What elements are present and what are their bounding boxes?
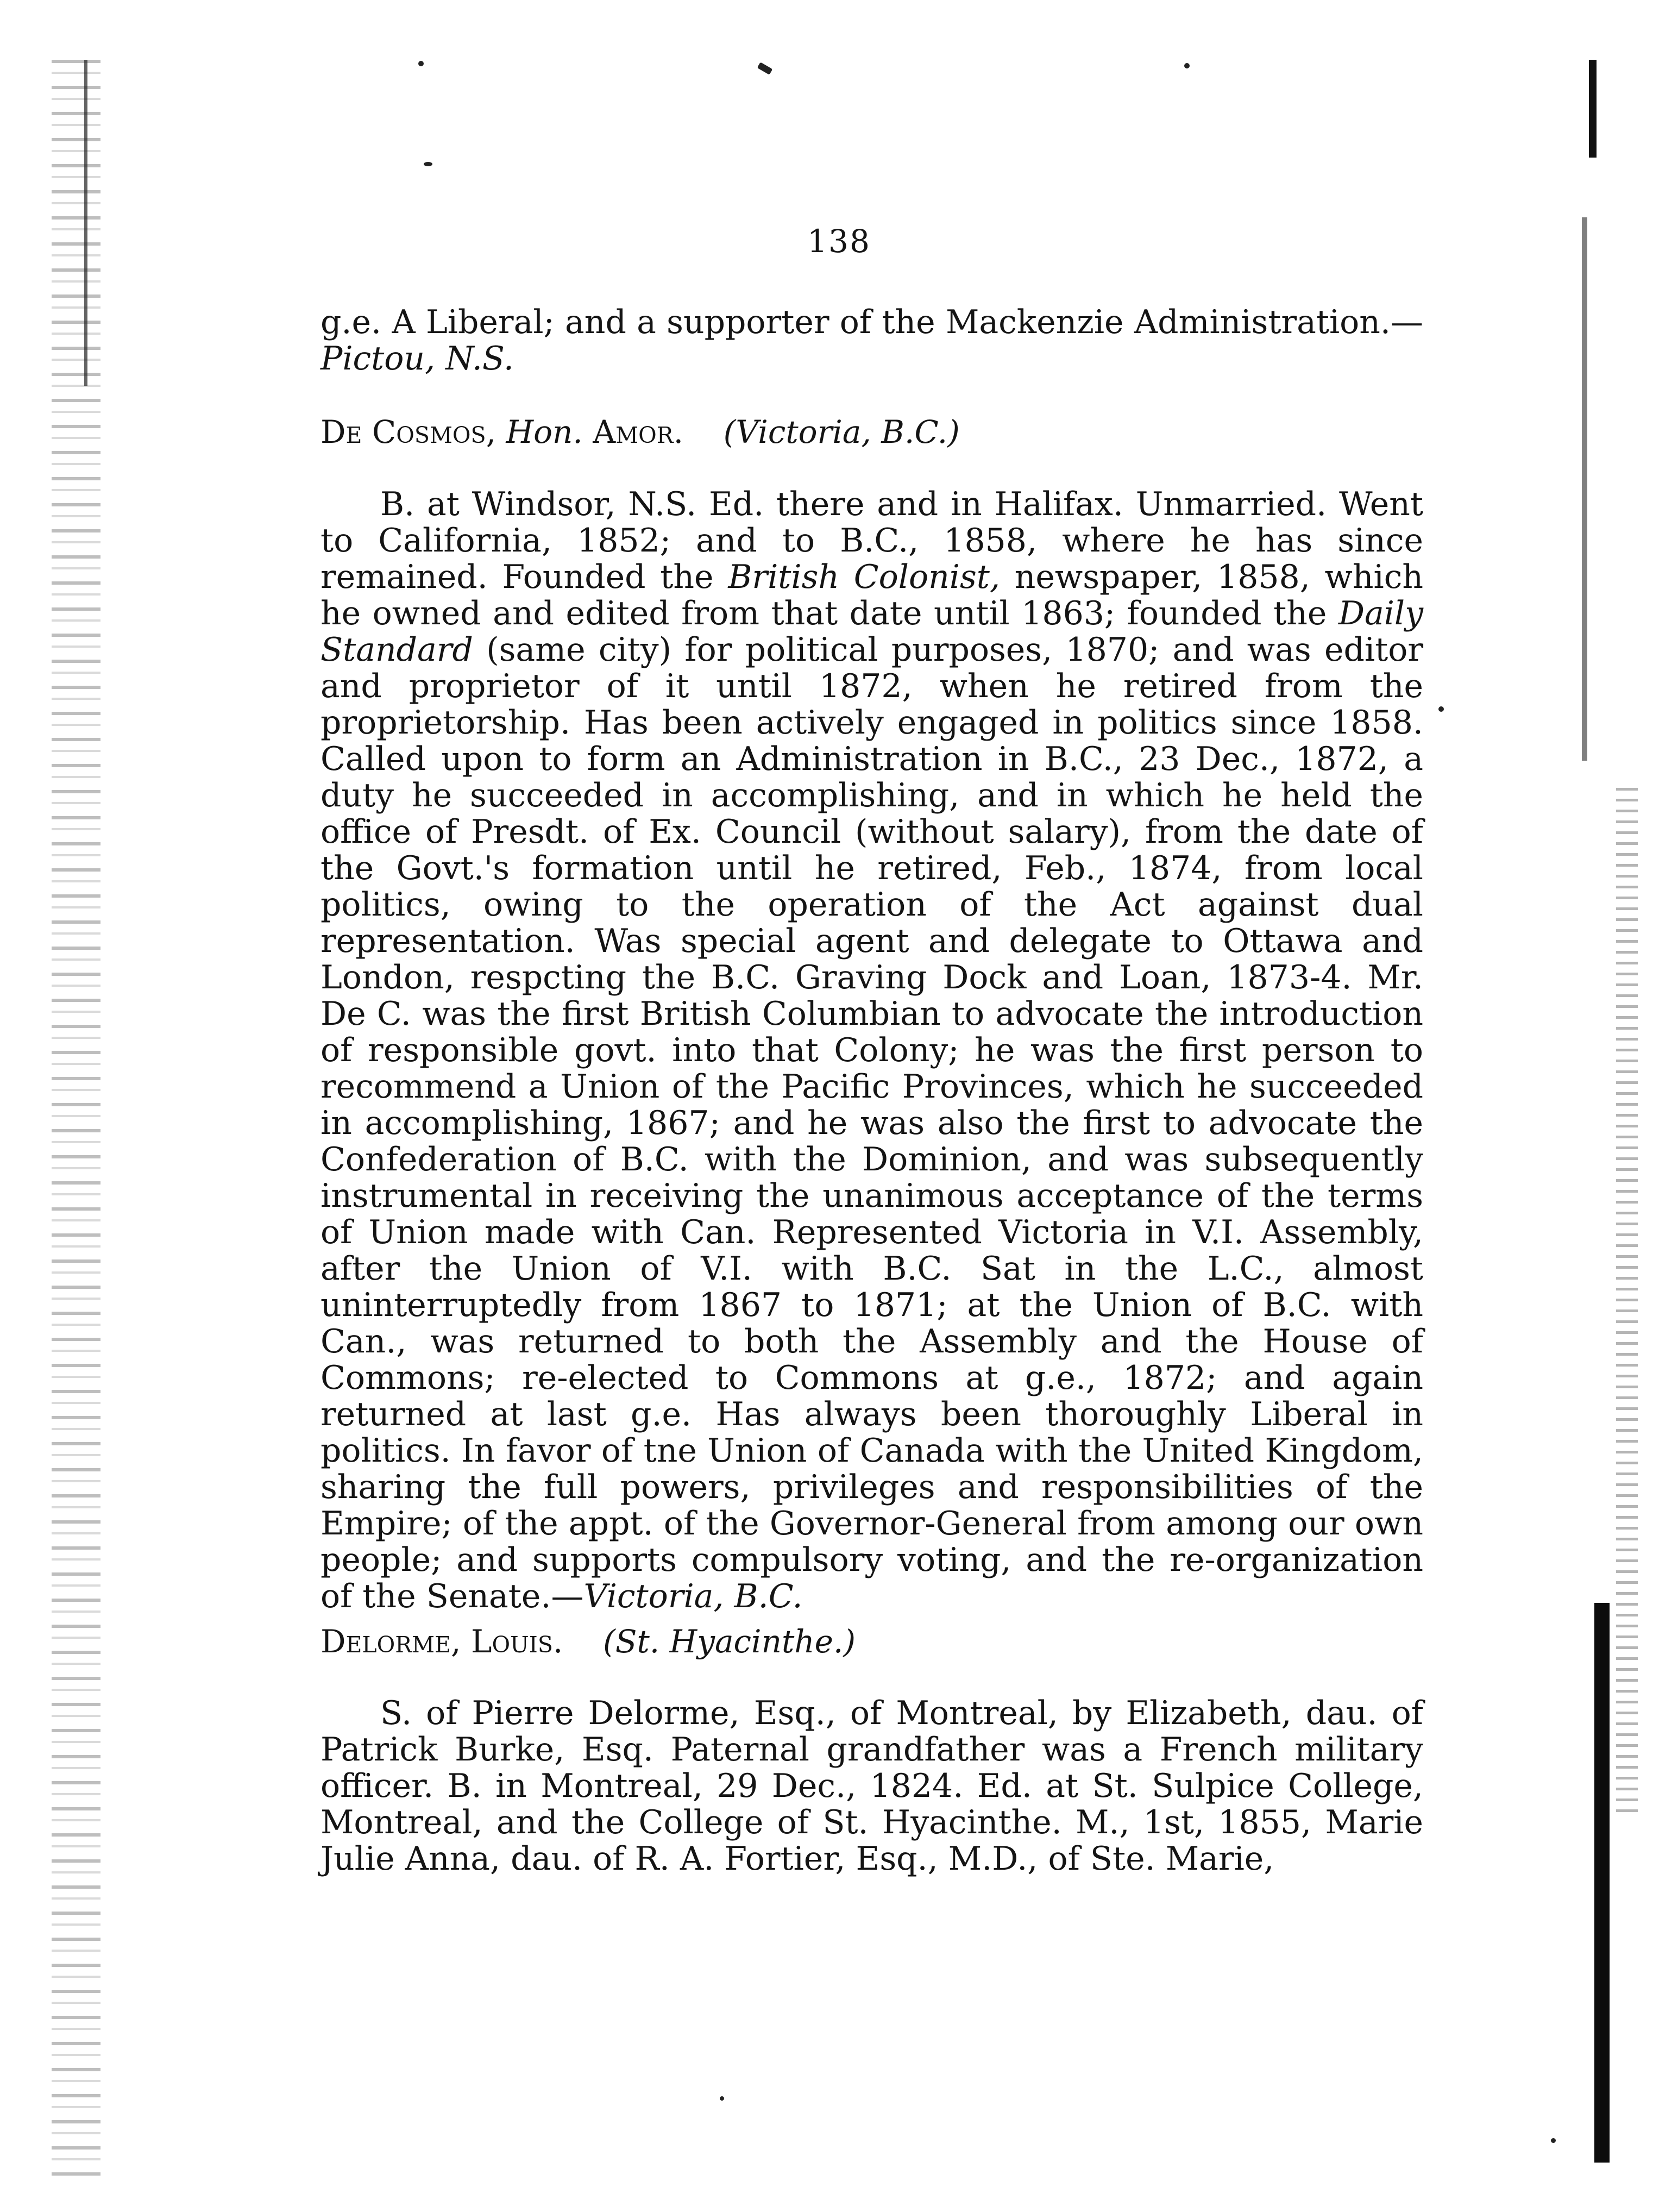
bio-text-3: (same city) for political purposes, 1870; and was editor and proprietor of it until 1872, when he retired from the proprietorship. Has been actively engaged in politics since 1858. Called upon to form an Administration in B.C., 23 Dec., 1872, a duty he succeeded in accomplishing, and in which he held the office of Presdt. of Ex. Council (without salary), from the date of the Govt.'s formation until he retired, Feb., 1874, from local politics, owing to the operation of the Act against dual representation. Was special agent and delegate to Ottawa and London, respcting the B.C. Graving Dock and Loan, 1873-4. Mr. De C. was the first British Columbian to advocate the introduction of responsible govt. into that Colony; he was the first person to recommend a Union of the Pacific Provinces, which he succeeded in accomplishing, 1867; and he was also the first to advocate the Confederation of B.C. with the Dominion, and was subsequently instrumental in receiving the unanimous acceptance of the terms of Union made with Can. Represented Victoria in V.I. Assembly, after the Union of V.I. with B.C. Sat in the L.C., almost uninterruptedly from 1867 to 1871; at the Union of B.C. with Can., was returned to both the Assembly and the House of Commons; re-elected to Commons at g.e., 1872; and again returned at last g.e. Has always been thoroughly Liberal in politics. In favor of tne Union of Canada with the United Kingdom, sharing the full powers, privileges and responsibilities of the Empire; of the appt. of the Governor-General from among our own people; and supports compulsory voting, and the re-organization of the Senate.—: [320, 631, 1423, 1615]
bio-text-2: newspaper, 1858, which he owned and edited from that date until 1863; founded the: [320, 558, 1423, 632]
scan-edge-left: [52, 60, 100, 2179]
scan-edge-right-bar: [1594, 1603, 1610, 2163]
continuation-text: g.e. A Liberal; and a supporter of the Mackenzie Administration.—: [320, 303, 1423, 341]
entry-constituency: (Victoria, B.C.): [723, 413, 960, 450]
bio-newspaper-colonist: British Colonist,: [728, 558, 1000, 596]
scan-edge-right-mark: [1589, 60, 1597, 158]
entry-heading-de-cosmos: [320, 414, 960, 450]
continuation-paragraph: [320, 304, 1423, 377]
entry-forename: Amor.: [593, 413, 684, 450]
scan-speck: [720, 2096, 724, 2101]
bio-newspaper-standard: Daily Standard: [320, 594, 1423, 669]
scan-speck: [1438, 706, 1444, 712]
biography-paragraph: S. of Pierre Delorme, Esq., of Montreal, by Elizabeth, dau. of Patrick Burke, Esq. Paternal grandfather was a French military officer. B. in Montreal, 29 Dec., 1824. Ed. at St. Sulpice College, Montreal, and the College of St. Hyacinthe. M., 1st, 1855, Marie Julie Anna, dau. of R. A. Fortier, Esq., M.D., of Ste. Marie,: [320, 1694, 1423, 1878]
bio-place: Victoria, B.C.: [583, 1577, 803, 1615]
entry-surname: Delorme,: [320, 1623, 461, 1660]
continuation-place: Pictou, N.S.: [320, 340, 514, 378]
entry-body-de-cosmos: [320, 486, 1423, 1615]
scan-edge-right-noise: [1616, 788, 1638, 1820]
bio-text-1: B. at Windsor, N.S. Ed. there and in Halifax. Unmarried. Went to California, 1852; and to B.C., 1858, where he has since remained. Founded the: [320, 485, 1423, 596]
entry-surname: De Cosmos,: [320, 413, 497, 450]
scan-speck: [418, 61, 424, 66]
entry-body-delorme: [320, 1695, 1423, 1877]
scan-speck: [757, 62, 773, 74]
previous-entry-continuation: [320, 304, 1423, 377]
entry-forename: Louis.: [470, 1623, 563, 1660]
scan-speck: [1184, 63, 1190, 68]
scan-edge-right-line: [1582, 217, 1587, 761]
scan-speck: [424, 162, 432, 166]
scan-speck: [1551, 2138, 1556, 2143]
entry-constituency: (St. Hyacinthe.): [603, 1623, 856, 1660]
page-number: 138: [807, 223, 871, 260]
entry-heading-delorme: [320, 1624, 856, 1660]
entry-title: Hon.: [506, 413, 583, 450]
biography-paragraph: [320, 486, 1423, 1615]
